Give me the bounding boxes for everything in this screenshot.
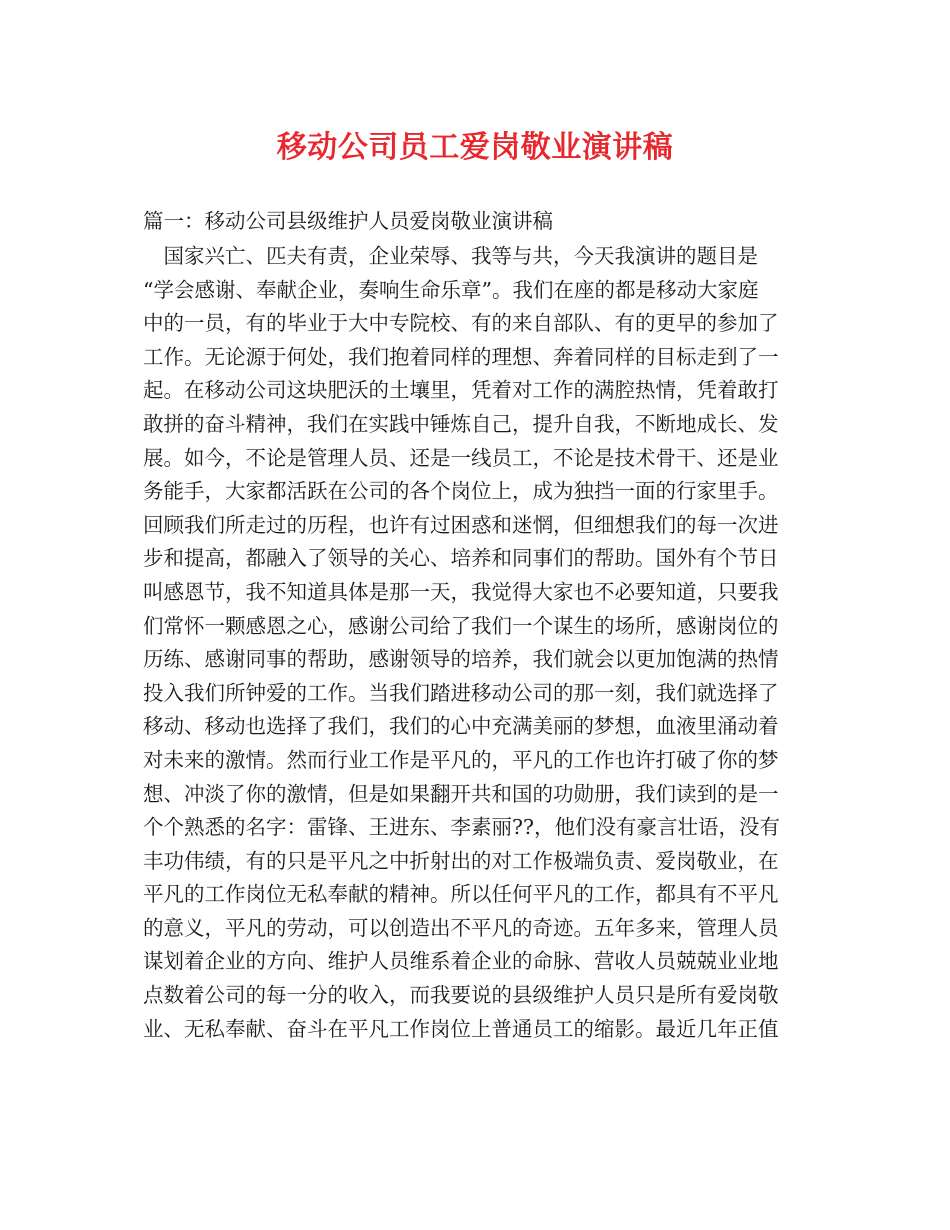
body-paragraph xyxy=(143,240,823,1046)
body-line: 丰功伟绩，有的只是平凡之中折射出的对工作极端负责、爱岗敬业，在 xyxy=(143,848,779,873)
section-heading: 篇一：移动公司县级维护人员爱岗敬业演讲稿 xyxy=(143,209,553,233)
body-line: 谋划着企业的方向、维护人员维系着企业的命脉、营收人员兢兢业业地 xyxy=(143,949,779,974)
body-line: 工作。无论源于何处，我们抱着同样的理想、奔着同样的目标走到了一 xyxy=(143,344,779,369)
body-line: 起。在移动公司这块肥沃的土壤里，凭着对工作的满腔热情，凭着敢打 xyxy=(143,378,779,403)
body-line: 业、无私奉献、奋斗在平凡工作岗位上普通员工的缩影。最近几年正值 xyxy=(143,1016,779,1041)
body-line: 平凡的工作岗位无私奉献的精神。所以任何平凡的工作，都具有不平凡 xyxy=(143,882,779,907)
body-line: 叫感恩节，我不知道具体是那一天，我觉得大家也不必要知道，只要我 xyxy=(143,579,779,604)
body-line: 中的一员，有的毕业于大中专院校、有的来自部队、有的更早的参加了 xyxy=(143,311,779,336)
body-line: 国家兴亡、匹夫有责，企业荣辱、我等与共，今天我演讲的题目是 xyxy=(143,244,758,268)
body-line: “学会感谢、奉献企业，奏响生命乐章”。我们在座的都是移动大家庭 xyxy=(143,277,759,302)
body-line: 点数着公司的每一分的收入，而我要说的县级维护人员只是所有爱岗敬 xyxy=(143,983,779,1008)
body-line: 步和提高，都融入了领导的关心、培养和同事们的帮助。国外有个节日 xyxy=(143,546,779,571)
document-title: 移动公司员工爱岗敬业演讲稿 xyxy=(276,130,674,165)
body-line: 务能手，大家都活跃在公司的各个岗位上，成为独挡一面的行家里手。 xyxy=(143,479,779,504)
body-line: 历练、感谢同事的帮助，感谢领导的培养，我们就会以更加饱满的热情 xyxy=(143,647,779,672)
body-line: 展。如今，不论是管理人员、还是一线员工，不论是技术骨干、还是业 xyxy=(143,445,779,470)
body-line: 个个熟悉的名字：雷锋、王进东、李素丽??，他们没有豪言壮语，没有 xyxy=(143,815,780,840)
body-line: 敢拼的奋斗精神，我们在实践中锤炼自己，提升自我，不断地成长、发 xyxy=(143,411,779,436)
body-line: 投入我们所钟爱的工作。当我们踏进移动公司的那一刻，我们就选择了 xyxy=(143,680,779,705)
body-line: 对未来的激情。然而行业工作是平凡的，平凡的工作也许打破了你的梦 xyxy=(143,747,779,772)
body-line: 想、冲淡了你的激情，但是如果翻开共和国的功勋册，我们读到的是一 xyxy=(143,781,779,806)
body-line: 移动、移动也选择了我们，我们的心中充满美丽的梦想，血液里涌动着 xyxy=(143,714,779,739)
body-line: 回顾我们所走过的历程，也许有过困惑和迷惘，但细想我们的每一次进 xyxy=(143,512,779,537)
body-line: 们常怀一颗感恩之心，感谢公司给了我们一个谋生的场所，感谢岗位的 xyxy=(143,613,779,638)
body-line: 的意义，平凡的劳动，可以创造出不平凡的奇迹。五年多来，管理人员 xyxy=(143,915,779,940)
